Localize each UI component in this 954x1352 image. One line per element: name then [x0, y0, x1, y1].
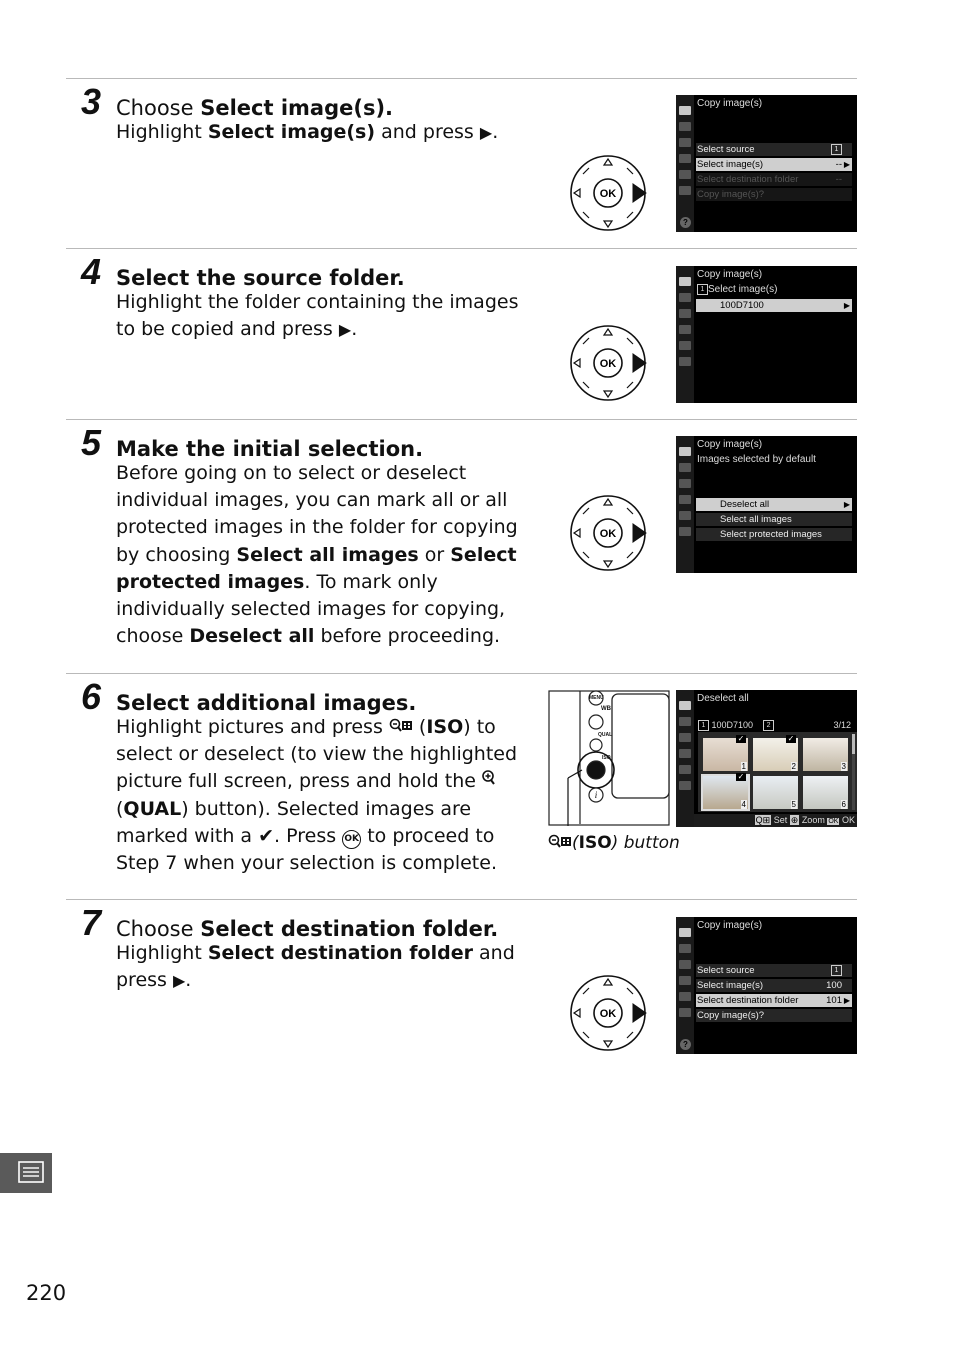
qual-button-label: QUAL: [598, 732, 613, 738]
shooting-menu-icon: [679, 122, 691, 131]
screen-title: Copy image(s): [697, 920, 763, 931]
image-thumbnail[interactable]: ✓ 2: [753, 738, 798, 771]
memory-card-icon: 1: [698, 720, 709, 731]
screen-title: Deselect all: [697, 693, 749, 704]
step-number: 3: [81, 81, 102, 122]
playback-menu-icon: [679, 106, 691, 115]
my-menu-icon: [679, 527, 691, 536]
setup-menu-icon: [679, 154, 691, 163]
step-body: Highlight the folder containing the images to be copied and press ▶.: [116, 291, 519, 341]
menu-row: Select image(s) 100: [696, 979, 852, 992]
image-thumbnail[interactable]: ✓ 1: [703, 738, 748, 771]
thumbnail-zoom-out-icon: [389, 716, 413, 738]
ok-label: OK: [599, 1008, 617, 1020]
camera-menu-screen: [676, 917, 857, 1054]
memory-card-icon: 1: [831, 144, 842, 155]
step-body: Before going on to select or deselect individual images, you can mark all or all protected images in the folder for copying by choosing Select all images or Select protected images. To mark only individually selected images for copying, choose Deselect all before proceeding.: [116, 462, 518, 648]
dial-graphic: [568, 323, 648, 403]
menu-row: Select source 1: [696, 964, 852, 977]
custom-settings-icon: [679, 309, 691, 318]
menu-row: Select source 1: [696, 143, 852, 156]
dial-graphic: [568, 973, 648, 1053]
screen-subtitle: 1 Select image(s): [697, 284, 777, 296]
playback-menu-icon: [679, 701, 691, 710]
scroll-bar: [852, 734, 855, 810]
menu-row: Copy image(s)?: [696, 188, 852, 201]
screen-title: Copy image(s): [697, 98, 763, 109]
right-arrow-icon: ▶: [843, 160, 850, 169]
right-arrow-icon: ▶: [172, 971, 186, 991]
ok-key-icon: OK: [828, 818, 839, 825]
step-title: Make the initial selection.: [116, 437, 424, 461]
custom-settings-icon: [679, 138, 691, 147]
memory-card-icon: 1: [697, 284, 708, 295]
divider-rule: [66, 899, 857, 900]
retouch-menu-icon: [679, 992, 691, 1001]
playback-menu-icon: [679, 277, 691, 286]
wb-button-label: WB: [601, 706, 611, 712]
my-menu-icon: [679, 357, 691, 366]
step-title: Select additional images.: [116, 691, 417, 715]
camera-menu-screen: [676, 436, 857, 573]
retouch-menu-icon: [679, 170, 691, 179]
section-tab: [0, 1153, 52, 1193]
camera-menu-screen: [676, 266, 857, 403]
menu-row: Select image(s) -- ▶: [697, 159, 850, 170]
multi-selector-dial: [568, 153, 648, 237]
menu-sidebar: [676, 690, 694, 827]
image-thumbnail[interactable]: 5: [753, 776, 798, 809]
right-arrow-icon: ▶: [479, 123, 493, 142]
menu-row: Copy image(s)?: [696, 1009, 852, 1022]
zoom-in-icon: [482, 770, 498, 792]
step-title: Choose Select image(s).: [116, 96, 394, 120]
divider-rule: [66, 248, 857, 249]
menu-button-label: MENU: [589, 695, 604, 701]
image-counter: 3/12: [833, 720, 851, 730]
dial-graphic: [568, 493, 648, 573]
menu-row: Select all images: [696, 513, 852, 526]
shooting-menu-icon: [679, 944, 691, 953]
iso-button-caption: (ISO) button: [548, 833, 680, 853]
menu-sidebar: [676, 266, 694, 403]
ok-label: OK: [599, 188, 617, 200]
image-thumbnail[interactable]: ✓ 4: [703, 776, 748, 809]
step-number: 5: [81, 422, 102, 463]
folder-row: 100D7100 ▶: [696, 299, 852, 312]
camera-body-illustration: [548, 690, 670, 826]
screen-footer: Q⊞ Set ⊕ Zoom OK OK: [694, 814, 857, 827]
memory-card-icon: 2: [763, 720, 774, 731]
step-title: Choose Select destination folder.: [116, 917, 499, 941]
menu-row: Select destination folder 101 ▶: [697, 995, 850, 1006]
retouch-menu-icon: [679, 341, 691, 350]
setup-menu-icon: [679, 749, 691, 758]
multi-selector-dial: [568, 323, 648, 407]
thumbnail-zoom-out-key-icon: Q⊞: [755, 815, 771, 825]
setup-menu-icon: [679, 495, 691, 504]
image-thumbnail[interactable]: 3: [803, 738, 848, 771]
dial-graphic: [568, 153, 648, 233]
checkmark-icon: ✓: [787, 734, 795, 743]
step-number: 4: [81, 251, 102, 292]
ok-label: OK: [599, 528, 617, 540]
checkmark-icon: ✔: [258, 824, 275, 847]
multi-selector-dial: [568, 973, 648, 1057]
thumbnail-selection-screen: [676, 690, 857, 827]
menu-sidebar: [676, 917, 694, 1054]
camera-menu-screen: [676, 95, 857, 232]
custom-settings-icon: [679, 479, 691, 488]
step-body: Highlight pictures and press (ISO) to select or deselect (to view the highlighted picture full screen, press and hold the (QUAL) button). Selected images are marked with a ✔. Press OK to proceed to Step 7 when your selection is complete.: [116, 716, 518, 875]
ok-button-icon: OK: [342, 830, 361, 849]
page-number: 220: [26, 1281, 67, 1305]
menu-row: Deselect all ▶: [696, 498, 852, 511]
playback-menu-icon: [679, 928, 691, 937]
folder-info: 1 100D7100 2: [698, 720, 774, 731]
thumbnail-zoom-out-icon: [548, 833, 572, 853]
setup-menu-icon: [679, 325, 691, 334]
right-arrow-icon: ▶: [843, 500, 850, 509]
menu-row: Select protected images: [696, 528, 852, 541]
image-thumbnail[interactable]: 6: [803, 776, 848, 809]
memory-card-icon: 1: [831, 965, 842, 976]
shooting-menu-icon: [679, 293, 691, 302]
iso-button-label: ISO: [602, 755, 611, 761]
my-menu-icon: [679, 1008, 691, 1017]
step-body: Highlight Select destination folder and press ▶.: [116, 942, 515, 992]
screen-title: Copy image(s): [697, 439, 763, 450]
my-menu-icon: [679, 781, 691, 790]
step-number: 6: [81, 676, 102, 717]
retouch-menu-icon: [679, 765, 691, 774]
help-icon: ?: [680, 217, 691, 228]
right-arrow-icon: ▶: [843, 301, 850, 310]
custom-settings-icon: [679, 733, 691, 742]
playback-menu-icon: [679, 447, 691, 456]
right-arrow-icon: ▶: [843, 996, 850, 1005]
menu-sidebar: [676, 95, 694, 232]
multi-selector-dial: [568, 493, 648, 577]
svg-text:i: i: [594, 790, 598, 800]
step-title: Select the source folder.: [116, 266, 405, 290]
shooting-menu-icon: [679, 463, 691, 472]
playback-menu-tab-icon: [0, 1153, 52, 1193]
step-body: Highlight Select image(s) and press ▶.: [116, 121, 499, 143]
right-arrow-icon: ▶: [338, 320, 352, 340]
retouch-menu-icon: [679, 511, 691, 520]
checkmark-icon: ✓: [737, 734, 745, 743]
shooting-menu-icon: [679, 717, 691, 726]
menu-sidebar: [676, 436, 694, 573]
screen-subtitle: Images selected by default: [697, 454, 816, 465]
help-icon: ?: [680, 1039, 691, 1050]
menu-row: Select destination folder --: [696, 173, 852, 186]
divider-rule: [66, 78, 857, 79]
step-number: 7: [81, 902, 102, 943]
custom-settings-icon: [679, 960, 691, 969]
ok-label: OK: [599, 358, 617, 370]
zoom-in-key-icon: ⊕: [790, 815, 799, 825]
screen-title: Copy image(s): [697, 269, 763, 280]
checkmark-icon: ✓: [737, 772, 745, 781]
setup-menu-icon: [679, 976, 691, 985]
my-menu-icon: [679, 186, 691, 195]
divider-rule: [66, 673, 857, 674]
divider-rule: [66, 419, 857, 420]
